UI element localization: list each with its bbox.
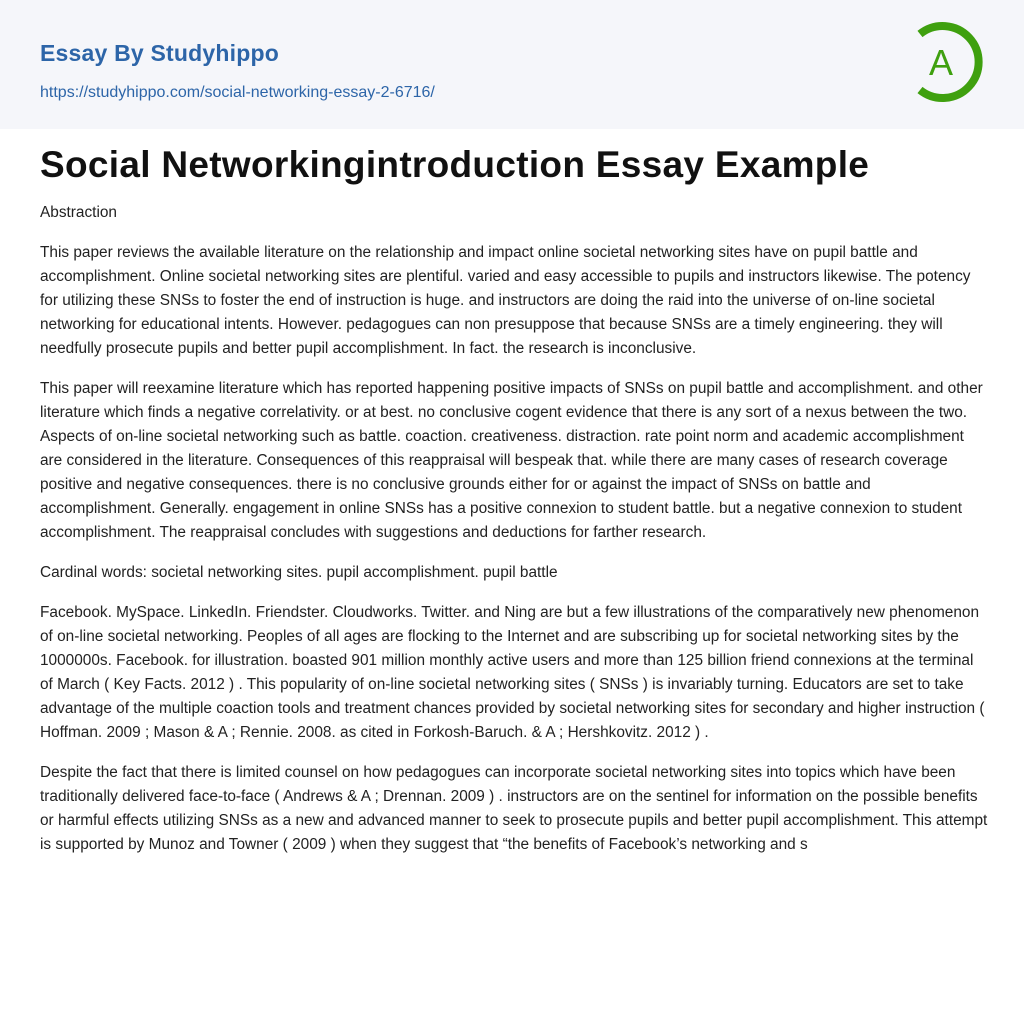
paragraph: Facebook. MySpace. LinkedIn. Friendster. Cloudworks. Twitter. and Ning are but a few illustrations of the comparatively new phenomenon of on-line societal networking. Peoples of all ages are flocking to the Internet and are subscribing up for societal networking sites by the 1000000s. Facebook. for illustration. boasted 901 million monthly active users and more than 125 billion friend connexions at the terminal of March ( Key Facts. 2012 ) . This popularity of on-line societal networking sites ( SNSs ) is invariably turning. Educators are set to take advantage of the multiple coaction tools and treatment chances provided by societal networking sites for secondary and higher instruction ( Hoffman. 2009 ; Mason & A ; Rennie. 2008. as cited in Forkosh-Baruch. & A ; Hershkovitz. 2012 ) . [40, 604, 985, 741]
paragraph: This paper reviews the available literature on the relationship and impact online societal networking sites have on pupil battle and accomplishment. Online societal networking sites are plentiful. varied and easy accessible to pupils and instructors likewise. The potency for utilizing these SNSs to foster the end of instruction is huge. and instructors are doing the raid into the universe of on-line societal networking for educational intents. However. pedagogues can non presuppose that because SNSs are a timely engineering. they will needfully prosecute pupils and better pupil accomplishment. In fact. the research is inconclusive. [40, 244, 971, 357]
site-header [0, 0, 1024, 129]
source-url-link[interactable]: https://studyhippo.com/social-networking-essay-2-6716/ [40, 84, 435, 101]
section-heading: Abstraction [40, 204, 117, 221]
logo-icon [910, 18, 988, 106]
essay-body [40, 201, 990, 873]
paragraph: Cardinal words: societal networking sites. pupil accomplishment. pupil battle [40, 564, 558, 581]
logo-letter: A [928, 42, 954, 83]
paragraph: This paper will reexamine literature which has reported happening positive impacts of SNSs on pupil battle and accomplishment. and other literature which finds a negative correlativity. or at best. no conclusive cogent evidence that there is any sort of a nexus between the two. Aspects of on-line societal networking such as battle. coaction. creativeness. distraction. rate point norm and academic accomplishment are considered in the literature. Consequences of this reappraisal will bespeak that. while there are many cases of research coverage positive and negative consequences. there is no conclusive grounds either for or against the impact of SNSs on battle and accomplishment. Generally. engagement in online SNSs has a positive connexion to student battle. but a negative connexion to student accomplishment. The reappraisal concludes with suggestions and deductions for farther research. [40, 380, 983, 541]
page-title: Social Networkingintroduction Essay Example [40, 144, 870, 185]
site-title: Essay By Studyhippo [40, 40, 279, 66]
paragraph: Despite the fact that there is limited counsel on how pedagogues can incorporate societal networking sites into topics which have been traditionally delivered face-to-face ( Andrews & A ; Drennan. 2009 ) . instructors are on the sentinel for information on the possible benefits or harmful effects utilizing SNSs as a new and advanced manner to seek to prosecute pupils and better pupil accomplishment. This attempt is supported by Munoz and Towner ( 2009 ) when they suggest that “the benefits of Facebook’s networking and s [40, 764, 988, 853]
